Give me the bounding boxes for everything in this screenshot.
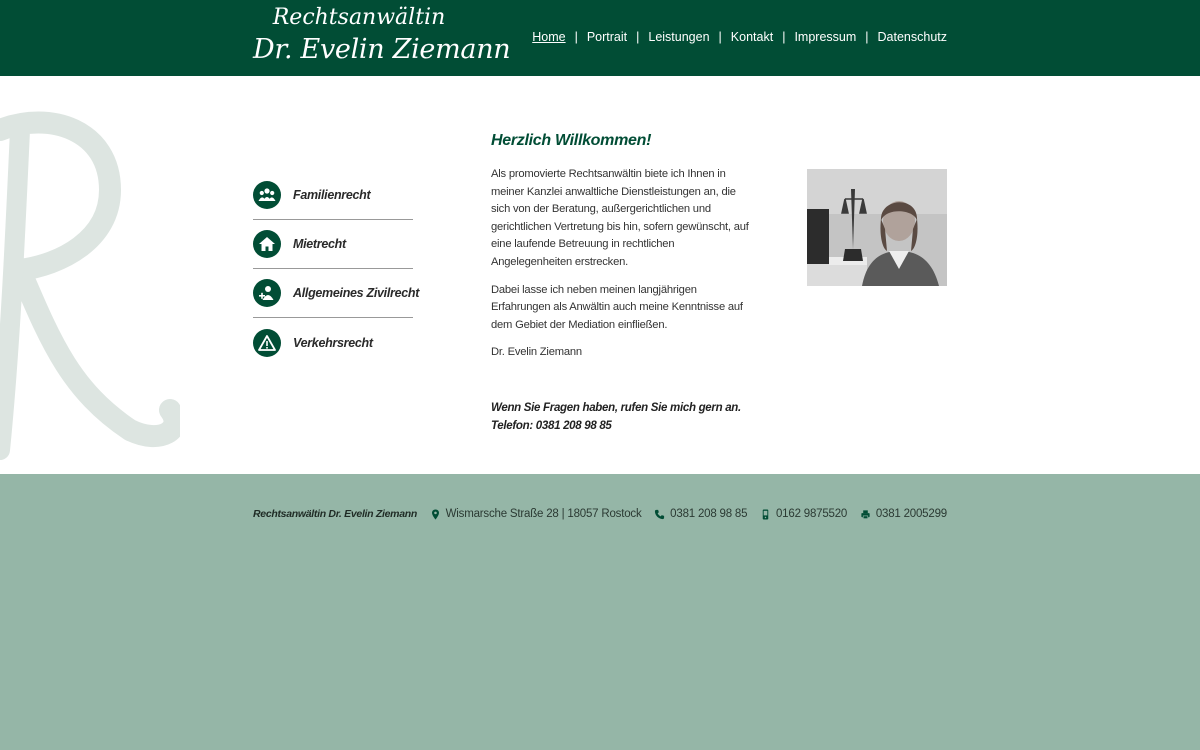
warning-triangle-icon: [253, 329, 281, 357]
footer-fax: [860, 508, 947, 520]
service-familienrecht[interactable]: [253, 171, 413, 220]
nav-home[interactable]: Home: [532, 30, 566, 44]
footer-address: [430, 508, 642, 520]
map-pin-icon: [430, 509, 441, 520]
main-nav: [532, 30, 947, 44]
footer-phone[interactable]: [654, 508, 747, 520]
site-footer: [0, 474, 1200, 750]
main-content: [491, 132, 753, 435]
house-icon: [253, 230, 281, 258]
footer-fax-number: 0381 2005299: [875, 508, 947, 520]
footer-brand: Rechtsanwältin Dr. Evelin Ziemann: [253, 508, 417, 520]
family-icon: [253, 181, 281, 209]
nav-impressum[interactable]: Impressum: [794, 30, 857, 44]
footer-mobile-number: 0162 9875520: [775, 508, 848, 520]
nav-separator: |: [718, 30, 722, 44]
service-label: Mietrecht: [293, 237, 346, 251]
fax-icon: [860, 509, 871, 520]
nav-datenschutz[interactable]: Datenschutz: [877, 30, 947, 44]
site-logo[interactable]: [253, 4, 511, 68]
page-title: Herzlich Willkommen!: [491, 132, 652, 149]
footer-phone-number: 0381 208 98 85: [670, 508, 748, 520]
nav-separator: |: [636, 30, 640, 44]
service-label: Verkehrsrecht: [293, 335, 373, 350]
cta-text: Wenn Sie Fragen haben, rufen Sie mich gern an.: [491, 401, 741, 414]
footer-contact-row: [253, 508, 947, 520]
portrait-photo: [807, 169, 947, 286]
nav-separator: |: [865, 30, 869, 44]
call-to-action: [491, 400, 753, 435]
footer-mobile[interactable]: [760, 508, 847, 520]
logo-line-title: Rechtsanwältin: [272, 5, 446, 30]
watermark-r-graphic: [0, 90, 180, 470]
services-list: [253, 171, 420, 367]
mobile-phone-icon: [760, 509, 771, 520]
nav-kontakt[interactable]: Kontakt: [730, 30, 774, 44]
nav-portrait[interactable]: Portrait: [586, 30, 628, 44]
signature: Dr. Evelin Ziemann: [491, 346, 582, 359]
intro-paragraph: Als promovierte Rechtsanwältin biete ich Ihnen in meiner Kanzlei anwaltliche Dienstleistungen an, die sich von der Beratung, außergerichtlichen und gerichtlichen Vertretung bis hin, sofern gewünscht, auf eine laufende Betreuung in rechtlichen Angelegenheiten erstrecken.: [491, 168, 749, 268]
service-mietrecht[interactable]: [253, 220, 413, 269]
nav-leistungen[interactable]: Leistungen: [648, 30, 710, 44]
site-header: [0, 0, 1200, 76]
phone-icon: [654, 509, 665, 520]
cta-phone: Telefon: 0381 208 98 85: [491, 419, 612, 432]
service-zivilrecht[interactable]: [253, 269, 420, 318]
service-label: Familienrecht: [293, 188, 371, 202]
service-verkehrsrecht[interactable]: [253, 318, 413, 367]
nav-separator: |: [574, 30, 578, 44]
person-plus-icon: [253, 279, 281, 307]
logo-line-name: Dr. Evelin Ziemann: [253, 34, 511, 65]
nav-separator: |: [782, 30, 786, 44]
mediation-paragraph: Dabei lasse ich neben meinen langjährigen Erfahrungen als Anwältin auch meine Kenntnisse auf dem Gebiet der Mediation einfließen.: [491, 283, 743, 331]
footer-address-text: Wismarsche Straße 28 | 18057 Rostock: [445, 508, 642, 520]
service-label: Allgemeines Zivilrecht: [293, 286, 420, 300]
